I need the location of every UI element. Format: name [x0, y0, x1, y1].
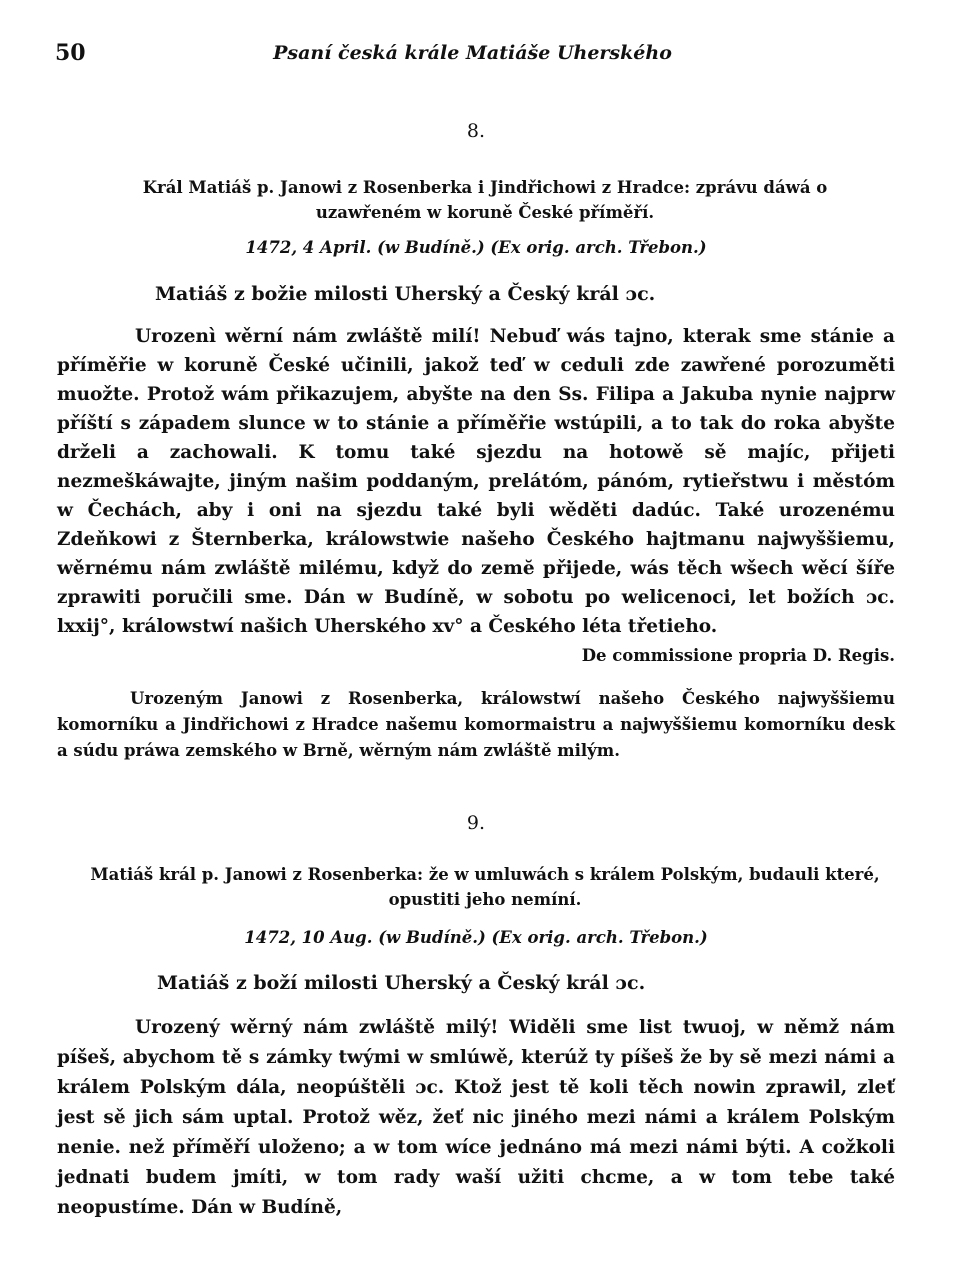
page-header	[55, 40, 890, 80]
doc9-dating: 1472, 10 Aug. (w Budíně.) (Ex orig. arch. Třebon.)	[244, 928, 708, 947]
doc9-title: Matiáš z boží milosti Uherský a Český král ɔc.	[157, 972, 646, 994]
doc8-dating: 1472, 4 April. (w Budíně.) (Ex orig. arch. Třebon.)	[245, 238, 707, 257]
doc8-signature: De commissione propria D. Regis.	[581, 646, 895, 665]
doc8-regest: Král Matiáš p. Janowi z Rosenberka i Jindřichowi z Hradce: zprávu dáwá o uzawřeném w koruně České příměří.	[142, 178, 828, 222]
doc8-body: Urozenì wěrní nám zwláště milí! Nebuď wás tajno, kterak sme stánie a příměřie w koruně České učinili, jakož teď w ceduli zde zawřené porozuměti muožte. Protož wám přikazujem, abyšte na den Ss. Filipa a Jakuba nynie najprw příští s západem slunce w to stánie a příměřie wstúpili, a to tak do roka abyšte drželi a zachowali. K tomu také sjezdu na hotowě sě majíc, přijeti nezmeškáwajte, jiným našim poddaným, prelátóm, pánóm, rytieřstwu i městóm w Čechách, aby i oni na sjezdu také byli wěděti dadúc. Také urozenému Zdeňkowi z Šternberka, králowstwie našeho Českého hajtmanu najwyššiemu, wěrnému nám zwláště milému, když do zemĕ přijede, wás těch wšech wěcí šíře zprawiti poručili sme. Dán w Budíně, w sobotu po welicenoci, let božích ɔc. lxxij°, králowstwí našich Uherského xv° a Českého léta třetieho.	[57, 326, 895, 637]
doc9-number: 9.	[466, 812, 486, 834]
page-number: 50	[55, 40, 86, 66]
doc9-regest: Matiáš král p. Janowi z Rosenberka: že w umluwách s králem Polským, budauli které, opustiti jeho nemíní.	[90, 865, 880, 909]
doc8-number: 8.	[466, 120, 486, 142]
doc8-title: Matiáš z božie milosti Uherský a Český král ɔc.	[155, 283, 656, 305]
doc8-address: Urozeným Janowi z Rosenberka, králowstwí našeho Českého najwyššiemu komorníku a Jindřichowi z Hradce našemu komormaistru a najwyššiemu komorníku desk a súdu práwa zemského w Brně, wěrným nám zwláště milým.	[57, 689, 895, 760]
doc9-body: Urozený wěrný nám zwláště milý! Widěli sme list twuoj, w němž nám píšeš, abychom tě s zámky twými w smlúwě, kterúž ty píšeš že by sě mezi námi a králem Polským dála, neopúštěli ɔc. Ktož jest tě koli těch nowin zprawil, zleť jest sě jich sám uptal. Protož wěz, žeť nic jiného mezi námi a králem Polským nenie. než příměří uloženo; a w tom wíce jednáno má mezi námi býti. A cožkoli jednati budem jmíti, w tom rady waší užiti chcme, a w tom tebe také neopustíme. Dán w Budíně,	[57, 1017, 895, 1218]
running-head: Psaní česká krále Matiáše Uherského	[273, 42, 672, 64]
